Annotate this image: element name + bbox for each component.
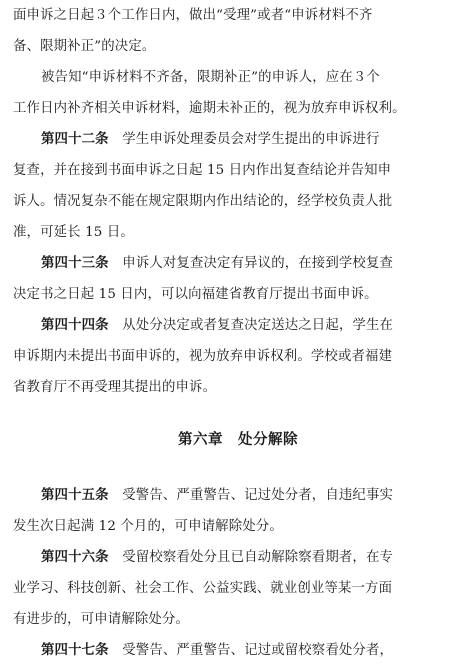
text-line: 申诉期内未提出书面申诉的，视为放弃申诉权利。学校或者福建 xyxy=(13,349,393,364)
text-line: 准，可延长 15 日。 xyxy=(13,225,134,240)
article-text: 受留校察看处分且已自动解除察看期者，在专 xyxy=(108,550,394,565)
article-44 xyxy=(13,310,463,403)
article-text: 受警告、严重警告、记过处分者，自违纪事实 xyxy=(108,488,394,503)
article-42 xyxy=(13,124,463,248)
article-47 xyxy=(13,635,463,666)
text-line xyxy=(13,310,463,341)
text-line: 工作日内补齐相关申诉材料，逾期未补正的，视为放弃申诉权利。 xyxy=(13,101,406,116)
article-title: 第四十五条 xyxy=(41,487,109,503)
text-line: 有进步的，可申请解除处分。 xyxy=(13,612,190,627)
article-45 xyxy=(13,480,463,542)
text-line xyxy=(13,248,463,279)
article-text: 受警告、严重警告、记过或留校察看处分者， xyxy=(108,643,394,658)
text-line: 被告知“申诉材料不齐备，限期补正”的申诉人，应在３个 xyxy=(41,70,380,85)
text-line: 决定书之日起 15 日内，可以向福建省教育厅提出书面申诉。 xyxy=(13,287,378,302)
text-line xyxy=(13,124,463,155)
article-title: 第四十四条 xyxy=(41,317,109,333)
text-line: 面申诉之日起３个工作日内，做出“受理”或者“申诉材料不齐 xyxy=(13,8,373,23)
article-title: 第四十六条 xyxy=(41,549,109,565)
text-line xyxy=(13,635,463,666)
paragraph-acceptance-decision xyxy=(13,0,463,62)
text-line: 诉人。情况复杂不能在规定限期内作出结论的，经学校负责人批 xyxy=(13,194,393,209)
article-43 xyxy=(13,248,463,310)
text-line xyxy=(13,480,463,511)
text-line: 发生次日起满 12 个月的，可申请解除处分。 xyxy=(13,519,283,534)
text-line: 业学习、科技创新、社会工作、公益实践、就业创业等某一方面 xyxy=(13,581,393,596)
article-text: 从处分决定或者复查决定送达之日起，学生在 xyxy=(108,318,394,333)
article-text: 学生申诉处理委员会对学生提出的申诉进行 xyxy=(108,132,380,147)
text-line: 省教育厅不再受理其提出的申诉。 xyxy=(13,380,217,395)
article-title: 第四十三条 xyxy=(41,255,109,271)
article-title: 第四十七条 xyxy=(41,642,109,658)
chapter-heading: 第六章 处分解除 xyxy=(178,432,298,448)
text-line xyxy=(13,542,463,573)
paragraph-incomplete-materials xyxy=(13,62,463,124)
article-text: 申诉人对复查决定有异议的，在接到学校复查 xyxy=(108,256,394,271)
article-title: 第四十二条 xyxy=(41,131,109,147)
text-line: 备、限期补正”的决定。 xyxy=(13,39,156,54)
article-46 xyxy=(13,542,463,635)
text-line: 复查，并在接到书面申诉之日起 15 日内作出复查结论并告知申 xyxy=(13,163,392,178)
